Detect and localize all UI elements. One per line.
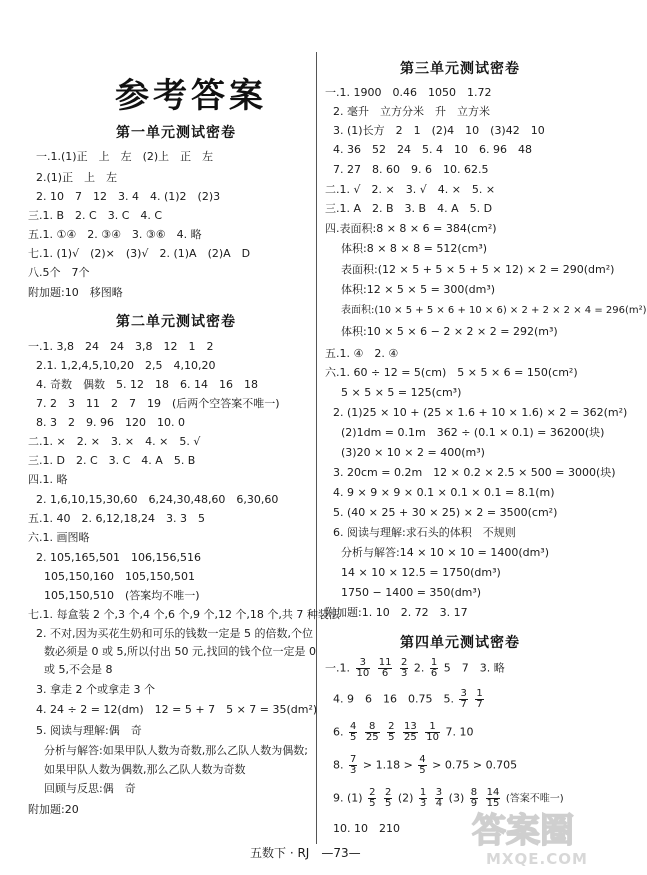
fraction: $\frac{4}{5}$ bbox=[350, 721, 357, 743]
answer-line: (2)1dm = 0.1m 362 ÷ (0.1 × 0.1) = 36200(块) bbox=[341, 426, 605, 439]
answer-line: 如果甲队人数为偶数,那么乙队人数为奇数 bbox=[44, 763, 246, 776]
answer-line: 五.1. ④ 2. ④ bbox=[325, 347, 399, 360]
answer-line: 7. 2 3 11 2 7 19 (后两个空答案不唯一) bbox=[36, 397, 280, 410]
answer-line: 6. 阅读与理解:求石头的体积 不规则 bbox=[333, 526, 516, 539]
column-divider bbox=[316, 52, 317, 844]
fraction: $\frac{2}{5}$ bbox=[388, 721, 395, 743]
answer-line: 4. 9 × 9 × 9 × 0.1 × 0.1 × 0.1 = 8.1(m) bbox=[333, 486, 555, 499]
answer-line: 3. 拿走 2 个或拿走 3 个 bbox=[36, 683, 155, 696]
answer-line: 2. 不对,因为买花生奶和可乐的钱数一定是 5 的倍数,个位 bbox=[36, 627, 313, 640]
answer-line: 体积:8 × 8 × 8 = 512(cm³) bbox=[341, 242, 488, 255]
answer-line: 表面积:(10 × 5 + 5 × 6 + 10 × 6) × 2 + 2 × 2 × 4 = 296(m²) bbox=[341, 305, 647, 316]
answer-line: 五.1. ①④ 2. ③④ 3. ③⑥ 4. 略 bbox=[28, 228, 202, 241]
fraction: $\frac{3}{10}$ bbox=[356, 657, 370, 679]
answer-line: 七.1. 每盒装 2 个,3 个,4 个,6 个,9 个,12 个,18 个,共 7 种装法 bbox=[28, 608, 340, 621]
unit3-title: 第三单元测试密卷 bbox=[400, 61, 520, 77]
fraction: $\frac{11}{6}$ bbox=[378, 657, 392, 679]
answer-line: 14 × 10 × 12.5 = 1750(dm³) bbox=[341, 566, 501, 579]
answer-line: 8. 3 2 9. 96 120 10. 0 bbox=[36, 416, 185, 429]
answer-line: 数必须是 0 或 5,所以付出 50 元,找回的钱个位一定是 0 bbox=[44, 645, 316, 658]
answer-line: 2. 毫升 立方分米 升 立方米 bbox=[333, 105, 490, 118]
answer-line: 2. 1,6,10,15,30,60 6,24,30,48,60 6,30,60 bbox=[36, 493, 279, 506]
answer-line: 表面积:(12 × 5 + 5 × 5 + 5 × 12) × 2 = 290(dm²) bbox=[341, 263, 615, 276]
answer-line: 分析与解答:如果甲队人数为奇数,那么乙队人数为偶数; bbox=[44, 744, 308, 757]
fraction: $\frac{13}{25}$ bbox=[403, 721, 417, 743]
answer-line: 八.5个 7个 bbox=[28, 266, 90, 279]
fraction: $\frac{3}{7}$ bbox=[460, 688, 467, 710]
answer-line: 附加题:1. 10 2. 72 3. 17 bbox=[325, 606, 468, 619]
answer-line-fractions: 8. $\frac{7}{3}$ > 1.18 > $\frac{4}{5}$ > 0.75 > 0.705 bbox=[333, 754, 518, 776]
answer-line-fractions: 一.1. $\frac{3}{10}$ $\frac{11}{6}$ $\frac{2}{3}$ 2. $\frac{1}{6}$ 5 7 3. 略 bbox=[325, 657, 505, 679]
answer-line: 2. 10 7 12 3. 4 4. (1)2 (2)3 bbox=[36, 190, 221, 203]
answer-line: 2. 105,165,501 106,156,516 bbox=[36, 551, 201, 564]
answer-line: 2.(1)正 上 左 bbox=[36, 171, 118, 184]
fraction: $\frac{8}{25}$ bbox=[365, 721, 379, 743]
answer-line: 三.1. D 2. C 3. C 4. A 5. B bbox=[28, 454, 196, 467]
page-footer: 五数下 · RJ —73— bbox=[250, 846, 361, 860]
answer-line: 二.1. × 2. × 3. × 4. × 5. √ bbox=[28, 435, 201, 448]
answer-line: 105,150,510 (答案均不唯一) bbox=[44, 589, 200, 602]
answer-line: 5 × 5 × 5 = 125(cm³) bbox=[341, 386, 462, 399]
fraction: $\frac{1}{7}$ bbox=[476, 688, 483, 710]
fraction: $\frac{2}{5}$ bbox=[384, 787, 392, 809]
answer-line: 7. 27 8. 60 9. 6 10. 62.5 bbox=[333, 163, 489, 176]
answer-line: 4. 36 52 24 5. 4 10 6. 96 48 bbox=[333, 143, 532, 156]
answer-line: 体积:10 × 5 × 6 − 2 × 2 × 2 = 292(m³) bbox=[341, 325, 558, 338]
answer-line: 一.1. 3,8 24 24 3,8 12 1 2 bbox=[28, 340, 214, 353]
answer-line: 五.1. 40 2. 6,12,18,24 3. 3 5 bbox=[28, 512, 205, 525]
answer-line: 5. 阅读与理解:偶 奇 bbox=[36, 724, 142, 737]
answer-line: 10. 10 210 bbox=[333, 822, 400, 835]
answer-line-fractions: 6. $\frac{4}{5}$ $\frac{8}{25}$ $\frac{2}{5}$ $\frac{13}{25}$ $\frac{1}{10}$ 7. 10 bbox=[333, 721, 474, 743]
unit2-title: 第二单元测试密卷 bbox=[116, 314, 236, 330]
answer-line: 回顾与反思:偶 奇 bbox=[44, 782, 136, 795]
answer-line: 六.1. 60 ÷ 12 = 5(cm) 5 × 5 × 6 = 150(cm²) bbox=[325, 366, 578, 379]
answer-line: 4. 24 ÷ 2 = 12(dm) 12 = 5 + 7 5 × 7 = 35(dm²) bbox=[36, 703, 318, 716]
answer-line: 一.1. 1900 0.46 1050 1.72 bbox=[325, 86, 492, 99]
answer-line: 六.1. 画图略 bbox=[28, 531, 90, 544]
answer-line-fractions: 9. (1) $\frac{2}{5}$ $\frac{2}{5}$ (2) $\frac{1}{3}$ $\frac{3}{4}$ (3) $\frac{8}{9}$ $\frac{14}{15}$ (答案不唯一) bbox=[333, 787, 564, 809]
fraction: $\frac{1}{6}$ bbox=[430, 657, 438, 679]
answer-line: 三.1. A 2. B 3. B 4. A 5. D bbox=[325, 202, 493, 215]
fraction: $\frac{3}{4}$ bbox=[435, 787, 443, 809]
answer-line-fractions: 4. 9 6 16 0.75 5. $\frac{3}{7}$ $\frac{1}{7}$ bbox=[333, 688, 483, 710]
fraction: $\frac{7}{3}$ bbox=[350, 754, 357, 776]
answer-line: 3. 20cm = 0.2m 12 × 0.2 × 2.5 × 500 = 3000(块) bbox=[333, 466, 616, 479]
answer-line: 3. (1)长方 2 1 (2)4 10 (3)42 10 bbox=[333, 124, 545, 137]
fraction: $\frac{2}{3}$ bbox=[400, 657, 408, 679]
fraction: $\frac{1}{3}$ bbox=[419, 787, 427, 809]
fraction: $\frac{4}{5}$ bbox=[419, 754, 426, 776]
answer-line: 二.1. √ 2. × 3. √ 4. × 5. × bbox=[325, 183, 496, 196]
fraction: $\frac{1}{10}$ bbox=[426, 721, 439, 743]
answer-line: 或 5,不会是 8 bbox=[44, 663, 113, 676]
answer-line: 2.1. 1,2,4,5,10,20 2,5 4,10,20 bbox=[36, 359, 216, 372]
fraction: $\frac{8}{9}$ bbox=[470, 787, 478, 809]
answer-line: 七.1. (1)√ (2)× (3)√ 2. (1)A (2)A D bbox=[28, 247, 251, 260]
answer-line: 体积:12 × 5 × 5 = 300(dm³) bbox=[341, 283, 496, 296]
answer-line: 附加题:20 bbox=[28, 803, 79, 816]
answer-line: 四.表面积:8 × 8 × 6 = 384(cm²) bbox=[325, 222, 497, 235]
watermark-url: MXQE.COM bbox=[486, 850, 588, 868]
answer-line: 一.1.(1)正 上 左 (2)上 正 左 bbox=[36, 150, 214, 163]
answer-line: 105,150,160 105,150,501 bbox=[44, 570, 195, 583]
page-title: 参考答案 bbox=[115, 76, 267, 116]
answer-line: 分析与解答:14 × 10 × 10 = 1400(dm³) bbox=[341, 546, 550, 559]
unit4-title: 第四单元测试密卷 bbox=[400, 635, 520, 651]
answer-line: 1750 − 1400 = 350(dm³) bbox=[341, 586, 482, 599]
answer-line: 四.1. 略 bbox=[28, 473, 68, 486]
answer-line: 附加题:10 移图略 bbox=[28, 286, 123, 299]
answer-line: 三.1. B 2. C 3. C 4. C bbox=[28, 209, 163, 222]
fraction: $\frac{2}{5}$ bbox=[369, 787, 376, 809]
answer-line: 2. (1)25 × 10 + (25 × 1.6 + 10 × 1.6) × 2 = 362(m²) bbox=[333, 406, 628, 419]
fraction: $\frac{14}{15}$ bbox=[486, 787, 500, 809]
watermark-text: 答案圈 bbox=[472, 811, 574, 851]
answer-line: 4. 奇数 偶数 5. 12 18 6. 14 16 18 bbox=[36, 378, 258, 391]
unit1-title: 第一单元测试密卷 bbox=[116, 125, 236, 141]
answer-line: (3)20 × 10 × 2 = 400(m³) bbox=[341, 446, 485, 459]
answer-line: 5. (40 × 25 + 30 × 25) × 2 = 3500(cm²) bbox=[333, 506, 558, 519]
